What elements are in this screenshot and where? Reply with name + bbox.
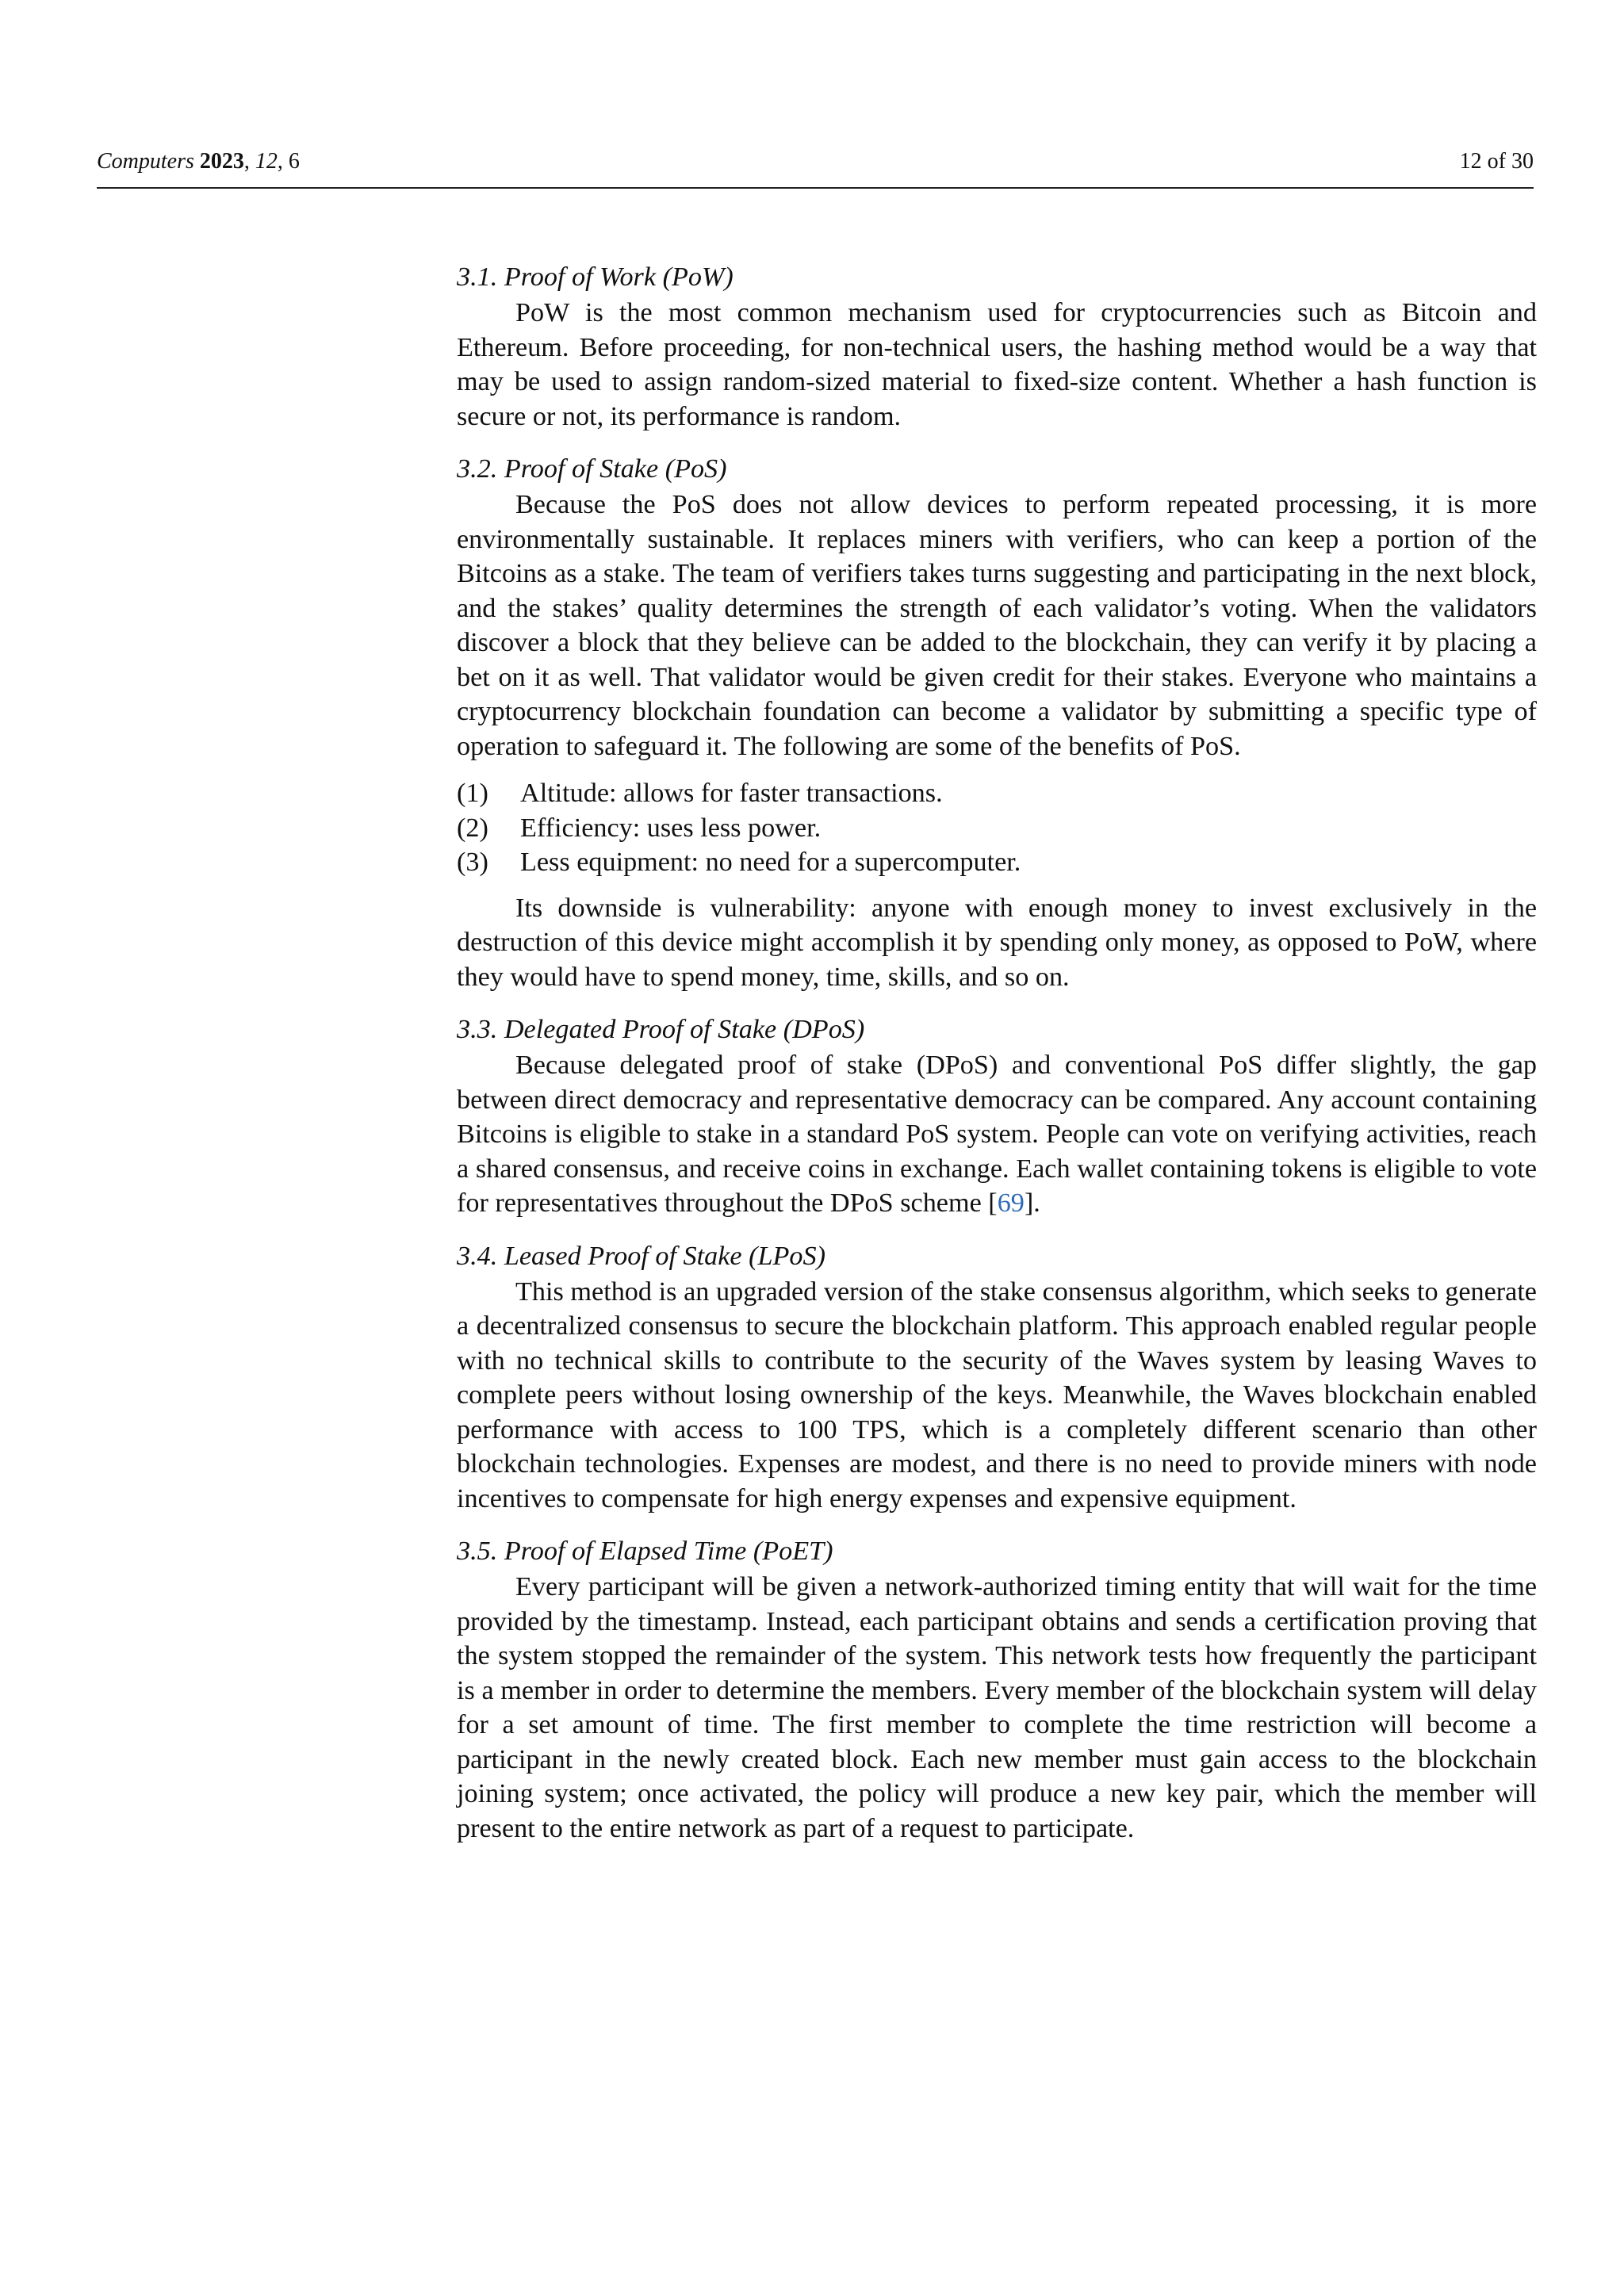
paragraph: PoW is the most common mechanism used for cryptocurrencies such as Bitcoin and Ethereum. Before proceeding, for non-technical users, the hashing method would be a way that may be used to assign random-sized material to fixed-size content. Whether a hash function is secure or not, its performance is random. <box>457 298 1537 431</box>
section-pow <box>457 260 1537 434</box>
paragraph: Its downside is vulnerability: anyone with enough money to invest exclusively in the destruction of this device might accomplish it by spending only money, as opposed to PoW, where they would have to spend money, time, skills, and so on. <box>457 893 1537 992</box>
section-pos <box>457 452 1537 994</box>
list-number: (2) <box>457 813 488 843</box>
paragraph: This method is an upgraded version of the stake consensus algorithm, which seeks to generate a decentralized consensus to secure the blockchain platform. This approach enabled regular people with no technical skills to contribute to the security of the Waves system by leasing Waves to complete peers without losing ownership of the keys. Meanwhile, the Waves blockchain enabled performance with access to 100 TPS, which is a completely different scenario than other blockchain technologies. Expenses are modest, and there is no need to provide miners with node incentives to compensate for high energy expenses and expensive equipment. <box>457 1276 1537 1513</box>
paragraph-text: Because delegated proof of stake (DPoS) and conventional PoS differ slightly, the gap between direct democracy and representative democracy can be compared. Any account containing Bitcoins is eligible to stake in a standard PoS system. People can vote on verifying activities, reach a shared consensus, and receive coins in exchange. Each wallet containing tokens is eligible to vote for representatives throughout the DPoS scheme [ <box>457 1050 1537 1218</box>
journal-year: 2023 <box>199 149 244 174</box>
list-number: (3) <box>457 848 488 877</box>
section-lpos <box>457 1239 1537 1517</box>
journal-citation: Computers 2023, 12, 6 <box>97 149 300 174</box>
list-number: (1) <box>457 779 488 808</box>
running-header <box>97 149 1534 189</box>
paragraph-text-end: ]. <box>1024 1188 1040 1218</box>
section-poet <box>457 1534 1537 1846</box>
section-dpos <box>457 1012 1537 1221</box>
section-title: 3.4. Leased Proof of Stake (LPoS) <box>457 1241 825 1271</box>
list-text: Efficiency: uses less power. <box>520 813 822 843</box>
section-title: 3.5. Proof of Elapsed Time (PoET) <box>457 1536 833 1566</box>
list-text: Altitude: allows for faster transactions. <box>520 779 943 808</box>
list-item <box>457 845 1537 880</box>
list-text: Less equipment: no need for a supercomputer. <box>520 848 1021 877</box>
section-title: 3.2. Proof of Stake (PoS) <box>457 454 727 484</box>
article-body <box>457 260 1537 1846</box>
list-item <box>457 776 1537 811</box>
page-number: 12 of 30 <box>1459 149 1534 174</box>
paragraph: Every participant will be given a network-authorized timing entity that will wait for the time provided by the timestamp. Instead, each participant obtains and sends a certification proving that the system stopped the remainder of the system. This network tests how frequently the participant is a member in order to determine the members. Every member of the blockchain system will delay for a set amount of time. The first member to complete the time restriction will become a participant in the newly created block. Each new member must gain access to the blockchain joining system; once activated, the policy will produce a new key pair, which the member will present to the entire network as part of a request to participate. <box>457 1572 1537 1843</box>
list-item <box>457 811 1537 846</box>
citation-link[interactable]: 69 <box>997 1188 1025 1218</box>
benefits-list <box>457 776 1537 880</box>
paragraph <box>457 1048 1537 1221</box>
paragraph: Because the PoS does not allow devices to perform repeated processing, it is more environmentally sustainable. It replaces miners with verifiers, who can keep a portion of the Bitcoins as a stake. The team of verifiers takes turns suggesting and participating in the next block, and the stakes’ quality determines the strength of each validator’s voting. When the validators discover a block that they believe can be added to the blockchain, they can verify it by placing a bet on it as well. That validator would be given credit for their stakes. Everyone who maintains a cryptocurrency blockchain foundation can become a validator by submitting a specific type of operation to safeguard it. The following are some of the benefits of PoS. <box>457 490 1537 761</box>
journal-name: Computers <box>97 149 194 174</box>
journal-issue: , 6 <box>277 149 300 174</box>
section-title: 3.1. Proof of Work (PoW) <box>457 262 733 292</box>
section-title: 3.3. Delegated Proof of Stake (DPoS) <box>457 1015 865 1044</box>
journal-volume: 12 <box>255 149 278 174</box>
